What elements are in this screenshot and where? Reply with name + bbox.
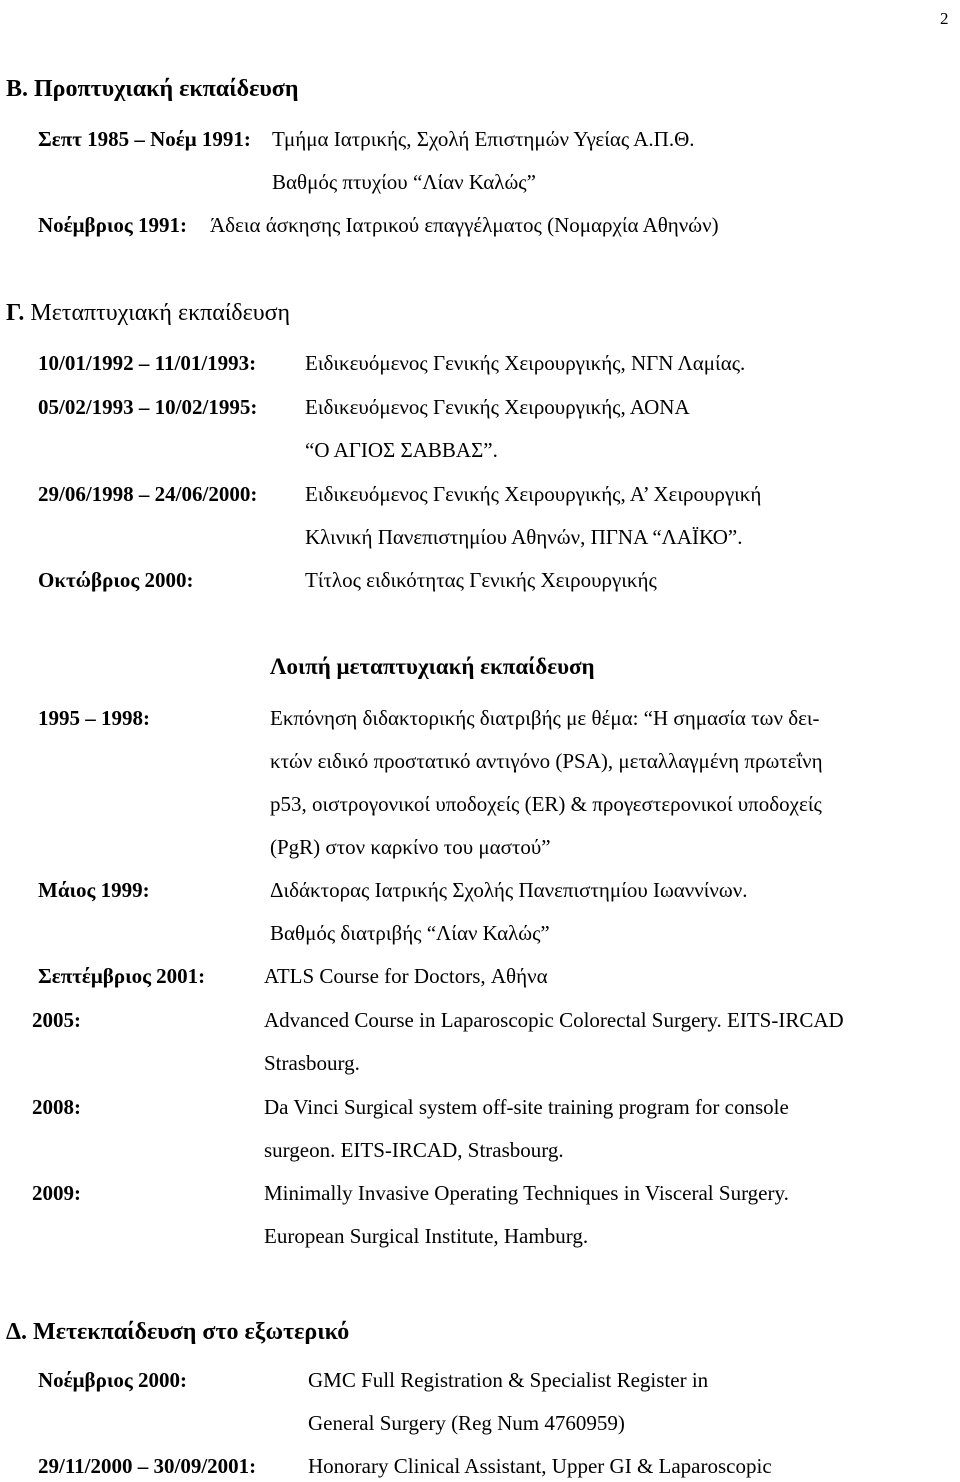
entry-label: Σεπτέμβριος 2001: [38, 964, 206, 988]
page-number: 2 [940, 9, 949, 28]
entry-text: Minimally Invasive Operating Techniques in Visceral Surgery. [264, 1181, 789, 1205]
entry-label: 1995 – 1998: [38, 706, 150, 730]
entry-continuation: “Ο ΑΓΙΟΣ ΣΑΒΒΑΣ”. [305, 438, 498, 462]
entry-continuation: European Surgical Institute, Hamburg. [264, 1224, 589, 1248]
entry-continuation: General Surgery (Reg Num 4760959) [308, 1411, 625, 1435]
entry-label: 29/11/2000 – 30/09/2001: [38, 1454, 257, 1478]
entry-continuation: κτών ειδικό προστατικό αντιγόνο (PSA), μεταλλαγμένη πρωτεΐνη [270, 749, 823, 773]
section-b-title: Προπτυχιακή εκπαίδευση [34, 76, 299, 102]
section-d-title: Μετεκπαίδευση στο εξωτερικό [33, 1319, 350, 1345]
entry-text: Διδάκτορας Ιατρικής Σχολής Πανεπιστημίου Ιωαννίνων. [270, 878, 748, 902]
entry-text: Εκπόνηση διδακτορικής διατριβής με θέμα: “Η σημασία των δει- [270, 706, 820, 730]
entry-text: Honorary Clinical Assistant, Upper GI & Laparoscopic [308, 1454, 772, 1478]
entry-text: ATLS Course for Doctors, Αθήνα [264, 964, 548, 988]
section-d-heading [6, 1317, 349, 1347]
section-c-letter: Γ. [6, 300, 25, 326]
entry-label: Νοέμβριος 1991: [38, 213, 187, 237]
entry-label: Σεπτ 1985 – Νοέμ 1991: [38, 127, 251, 151]
entry-text: Τμήμα Ιατρικής, Σχολή Επιστημών Υγείας Α.Π.Θ. [272, 127, 695, 151]
entry-label: 2005: [32, 1008, 81, 1032]
section-b-heading [6, 74, 298, 104]
entry-continuation: surgeon. EITS-IRCAD, Strasbourg. [264, 1138, 564, 1162]
entry-continuation: Κλινική Πανεπιστημίου Αθηνών, ΠΓΝΑ “ΛΑΪΚΟ”. [305, 525, 743, 549]
entry-label: 05/02/1993 – 10/02/1995: [38, 395, 258, 419]
entry-continuation: (PgR) στον καρκίνο του μαστού” [270, 835, 551, 859]
entry-text: Τίτλος ειδικότητας Γενικής Χειρουργικής [305, 568, 657, 592]
entry-continuation: Βαθμός διατριβής “Λίαν Καλώς” [270, 921, 550, 945]
subsection-title: Λοιπή μεταπτυχιακή εκπαίδευση [270, 654, 595, 679]
entry-text: Ειδικευόμενος Γενικής Χειρουργικής, Α’ Χειρουργική [305, 482, 762, 506]
section-b-letter: Β. [6, 76, 29, 102]
entry-label: 29/06/1998 – 24/06/2000: [38, 482, 258, 506]
entry-label: Μάιος 1999: [38, 878, 150, 902]
entry-continuation: p53, οιστρογονικοί υποδοχείς (ER) & προγεστερονικοί υποδοχείς [270, 792, 822, 816]
entry-label: Νοέμβριος 2000: [38, 1368, 187, 1392]
entry-label: 2008: [32, 1095, 81, 1119]
section-c-heading [6, 298, 290, 328]
entry-label: Οκτώβριος 2000: [38, 568, 194, 592]
entry-label: 2009: [32, 1181, 81, 1205]
entry-text: Ειδικευόμενος Γενικής Χειρουργικής, ΝΓΝ Λαμίας. [305, 351, 746, 375]
entry-text: Άδεια άσκησης Ιατρικού επαγγέλματος (Νομαρχία Αθηνών) [210, 213, 719, 237]
entry-text: GMC Full Registration & Specialist Register in [308, 1368, 709, 1392]
entry-label: 10/01/1992 – 11/01/1993: [38, 351, 257, 375]
section-c-title: Μεταπτυχιακή εκπαίδευση [30, 300, 291, 326]
entry-text: Ειδικευόμενος Γενικής Χειρουργικής, ΑΟΝΑ [305, 395, 690, 419]
entry-continuation: Βαθμός πτυχίου “Λίαν Καλώς” [272, 170, 536, 194]
section-d-letter: Δ. [6, 1319, 28, 1345]
entry-continuation: Strasbourg. [264, 1051, 360, 1075]
entry-text: Da Vinci Surgical system off-site training program for console [264, 1095, 789, 1119]
entry-text: Advanced Course in Laparoscopic Colorectal Surgery. EITS-IRCAD [264, 1008, 844, 1032]
